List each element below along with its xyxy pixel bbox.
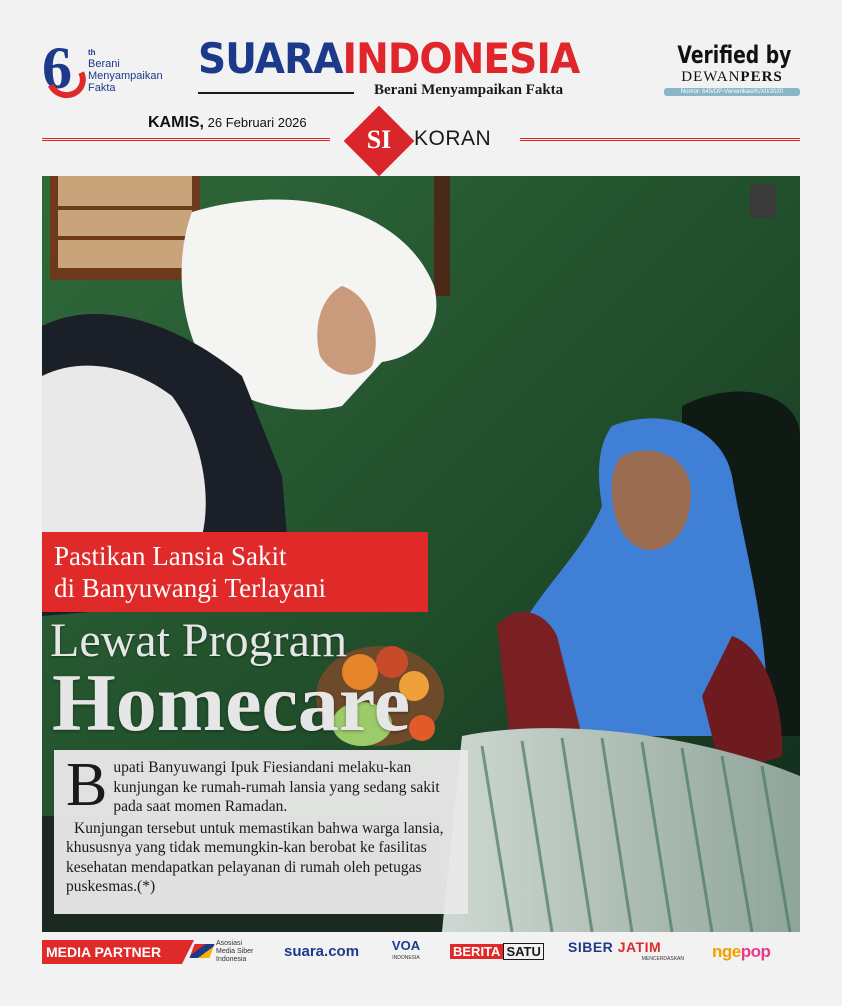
kicker-line-1: Pastikan Lansia Sakit <box>54 541 287 571</box>
headline-line-1: Lewat Program <box>50 614 348 667</box>
anniversary-suffix: th <box>88 48 96 57</box>
brand-name <box>198 36 615 82</box>
kicker-line-2: di Banyuwangi Terlayani <box>54 573 327 603</box>
amsi-mark-icon <box>189 944 214 958</box>
brand-part-indonesia: INDONESIA <box>342 34 580 83</box>
dateline <box>148 114 307 132</box>
partner-suaracom-logo[interactable]: suara.com <box>284 943 360 960</box>
brand-tagline: Berani Menyampaikan Fakta <box>374 82 564 98</box>
partner-beritasatu-logo[interactable]: BERITA SATU <box>450 942 544 962</box>
lede-paragraph-1: upati Banyuwangi Ipuk Fiesiandani melaku-kan kunjungan ke rumah-rumah lansia yang sedang sakit pada saat momen Ramadan. <box>113 759 440 815</box>
anniversary-logo <box>42 35 182 101</box>
brand-rule <box>198 92 354 94</box>
lede-box <box>54 750 468 914</box>
si-logo-text: SI <box>366 125 392 154</box>
partner-voa-logo[interactable]: VOA INDONESIA <box>391 938 421 961</box>
partner-amsi-logo[interactable]: Asosiasi Media Siber Indonesia <box>192 938 272 966</box>
section-name: KORAN <box>414 127 492 150</box>
divider-right <box>520 138 800 141</box>
media-partner-bar <box>42 938 800 966</box>
partner-ngepop-logo[interactable]: ngepop <box>712 942 771 961</box>
kicker-box <box>42 532 428 612</box>
brand-part-suara: SUARA <box>198 34 343 83</box>
dewan-pers-text: DEWANPERS <box>681 69 783 85</box>
headline-line-2: Homecare <box>52 657 411 748</box>
lede-paragraph-2: Kunjungan tersebut untuk memastikan bahwa warga lansia, khususnya yang tidak memungkin-kan berobat ke fasilitas kesehatan mendapatkan pelayanan di rumah oleh petugas puskesmas.(*) <box>66 819 444 895</box>
dateline-date: 26 Februari 2026 <box>207 115 307 130</box>
verified-badge <box>662 42 802 104</box>
anniversary-text: Berani Menyampaikan Fakta <box>88 58 163 94</box>
verified-by-text: Verified by <box>677 41 792 69</box>
verification-number: Nomor: 645/DP-Ververikasi/K/XII/2020 <box>664 88 800 96</box>
partner-siberjatim-logo[interactable]: SIBER JATIM MENCERDASKAN <box>568 939 684 962</box>
media-partner-label: MEDIA PARTNER <box>42 940 182 964</box>
divider-left <box>42 138 330 141</box>
anniversary-number: 6 <box>42 35 72 101</box>
masthead-brand[interactable] <box>198 36 646 100</box>
lede-dropcap: B <box>66 751 108 819</box>
dateline-day: KAMIS, <box>148 114 204 131</box>
